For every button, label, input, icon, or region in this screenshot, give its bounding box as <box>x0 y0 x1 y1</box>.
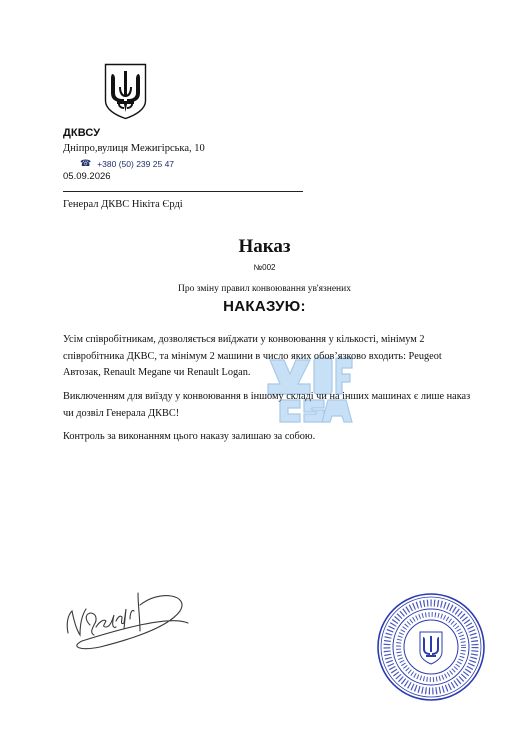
signer-name: Генерал ДКВС Нікіта Єрді <box>63 199 183 210</box>
paragraph-convoy-rules: Усім співробітникам, дозволяється виїджати у конвоювання у кількості, мінімум 2 співробітника ДКВС, та мінімум 2 машини в число яких обов’язково входить: Peugeot Автозак, Renault Megane чи Renault Logan. <box>63 334 442 378</box>
order-heading: НАКАЗУЮ: <box>223 298 306 315</box>
document-title: Наказ <box>238 236 291 257</box>
paragraph-control: Контроль за виконанням цього наказу залишаю за собою. <box>63 431 316 442</box>
divider-line <box>63 191 303 192</box>
address-line: Дніпро,вулиця Межигірська, 10 <box>63 143 205 154</box>
signature-icon <box>60 585 195 655</box>
official-seal-icon <box>376 592 486 702</box>
phone-icon: ☎ <box>80 158 92 168</box>
phone-number: +380 (50) 239 25 47 <box>97 158 175 169</box>
document-date: 05.09.2026 <box>63 171 111 182</box>
paragraph-exception: Виключенням для виїзду у конвоювання в іншому складі чи на інших машинах є лише наказ чи дозвіл Генерала ДКВС! <box>63 391 471 419</box>
trident-icon <box>104 63 147 120</box>
document-subject: Про зміну правил конвоювання ув'язнених <box>178 284 351 294</box>
organization-name: ДКВСУ <box>63 127 101 139</box>
document-number: №002 <box>253 263 276 272</box>
phone-row <box>80 158 174 169</box>
